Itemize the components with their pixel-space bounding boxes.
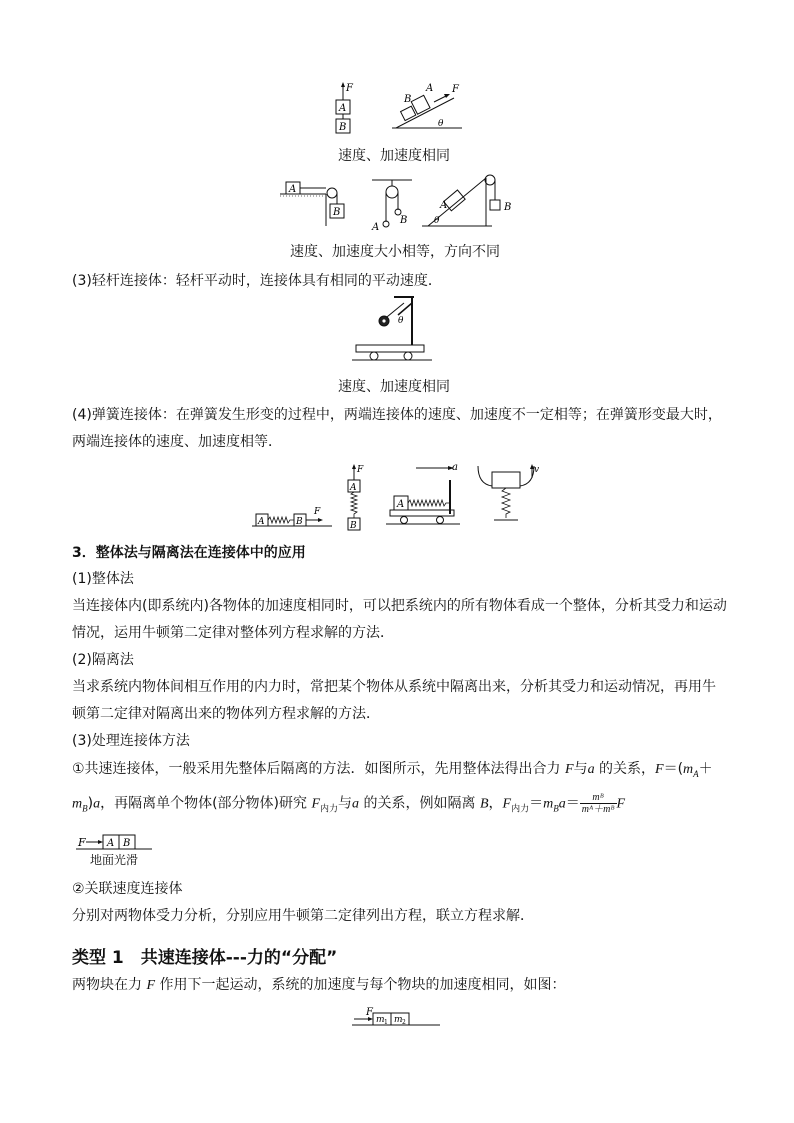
figure-incline-blocks: [390, 80, 470, 132]
label-a: a: [452, 462, 458, 473]
label-theta: θ: [398, 316, 404, 326]
label-theta: θ: [438, 119, 444, 129]
figure-spring-horizontal: [252, 504, 338, 530]
paragraph-overall-line1: 当连接体内(即系统内)各物体的加速度相同时，可以把系统内的所有物体看成一个整体，分析其受力和运动: [72, 598, 727, 614]
label-F: F: [452, 84, 459, 95]
paragraph-isolation-line2: 顿第二定律对隔离出来的物体列方程求解的方法．: [72, 706, 380, 722]
paragraph-spring-line1: (4)弹簧连接体：在弹簧发生形变的过程中，两端连接体的速度、加速度不一定相等；在弹簧形变最大时，: [72, 407, 722, 423]
label-F: F: [346, 83, 353, 94]
figure-cart-rod: [352, 293, 432, 363]
label-B: B: [333, 207, 341, 218]
subheading-handling-method: (3)处理连接体方法: [72, 733, 190, 749]
subheading-related-velocity: ②关联速度连接体: [72, 881, 183, 897]
figure-incline-pulley: [420, 170, 520, 230]
label-F: F: [314, 507, 321, 517]
label-B: B: [123, 838, 131, 849]
paragraph-method1-line1: ①共速连接体，一般采用先整体后隔离的方法．如图所示，先用整体法得出合力 F与a 的关系，$F=(m_A+$: [72, 761, 713, 779]
label-A: A: [339, 103, 347, 114]
label-B: B: [339, 122, 347, 133]
figure-two-blocks: [350, 1005, 442, 1029]
label-F: F: [78, 836, 86, 849]
figure-spring-bowl: [474, 462, 540, 528]
label-A: A: [350, 483, 357, 493]
label-sub-2: 2: [402, 1019, 406, 1026]
figure-caption-2: 速度、加速度大小相等，方向不同: [290, 244, 500, 260]
paragraph-light-rod: (3)轻杆连接体：轻杆平动时，连接体具有相同的平动速度．: [72, 273, 442, 289]
figure-spring-cart: [386, 462, 466, 528]
figure-hanging-pulley: [368, 176, 418, 234]
label-A: A: [107, 838, 115, 849]
label-B: B: [400, 215, 408, 226]
paragraph-spring-line2: 两端连接体的速度、加速度相等．: [72, 434, 282, 450]
label-theta: θ: [434, 216, 440, 226]
label-B: B: [296, 517, 303, 527]
label-B: B: [404, 94, 412, 105]
paragraph-isolation-line1: 当求系统内物体间相互作用的内力时，常把某个物体从系统中隔离出来，分析其受力和运动情况，再用牛: [72, 679, 716, 695]
figure-stacked-blocks: [325, 80, 365, 136]
fraction: $\frac{\text{mᴮ}}{\text{mᴬ＋mᴮ}}$: [581, 792, 615, 815]
label-A: A: [258, 517, 265, 527]
label-A: A: [426, 83, 434, 94]
label-v: v: [534, 465, 540, 475]
figure-table-pulley: [280, 178, 352, 228]
subheading-isolation-method: (2)隔离法: [72, 652, 134, 668]
label-A: A: [372, 222, 380, 233]
paragraph-overall-line2: 情况，运用牛顿第二定律对整体列方程求解的方法．: [72, 625, 394, 641]
label-A: A: [440, 200, 448, 211]
paragraph-type1: 两物块在力 F 作用下一起运动，系统的加速度与每个物块的加速度相同，如图：: [72, 977, 566, 993]
figure-caption-1: 速度、加速度相同: [338, 148, 450, 164]
label-F: F: [357, 465, 364, 475]
section-heading: 3．整体法与隔离法在连接体中的应用: [72, 545, 306, 561]
ground-label: 地面光滑: [90, 853, 139, 867]
label-A: A: [397, 499, 405, 510]
figure-spring-vertical: [343, 462, 371, 532]
label-sub-1: 1: [384, 1019, 388, 1026]
label-m2: m: [394, 1015, 403, 1025]
paragraph-related-velocity: 分别对两物体受力分析，分别应用牛顿第二定律列出方程，联立方程求解．: [72, 908, 534, 924]
paragraph-method1-line2: $m_B)a$，再隔离单个物体(部分物体)研究 $F_{内力}$与a 的关系，例如隔离 B，$F_{内力}=m_Ba=$ $\frac{\text{mᴮ}}{\text{mᴬ＋mᴮ}}$ F: [72, 792, 626, 815]
type1-title: 类型 1 共速连接体---力的“分配”: [72, 948, 338, 968]
subheading-overall-method: (1)整体法: [72, 571, 134, 587]
label-m1: m: [376, 1015, 385, 1025]
label-F: F: [366, 1007, 373, 1018]
label-B: B: [504, 202, 512, 213]
label-B: B: [350, 521, 357, 531]
figure-caption-3: 速度、加速度相同: [338, 379, 450, 395]
label-A: A: [289, 184, 297, 195]
